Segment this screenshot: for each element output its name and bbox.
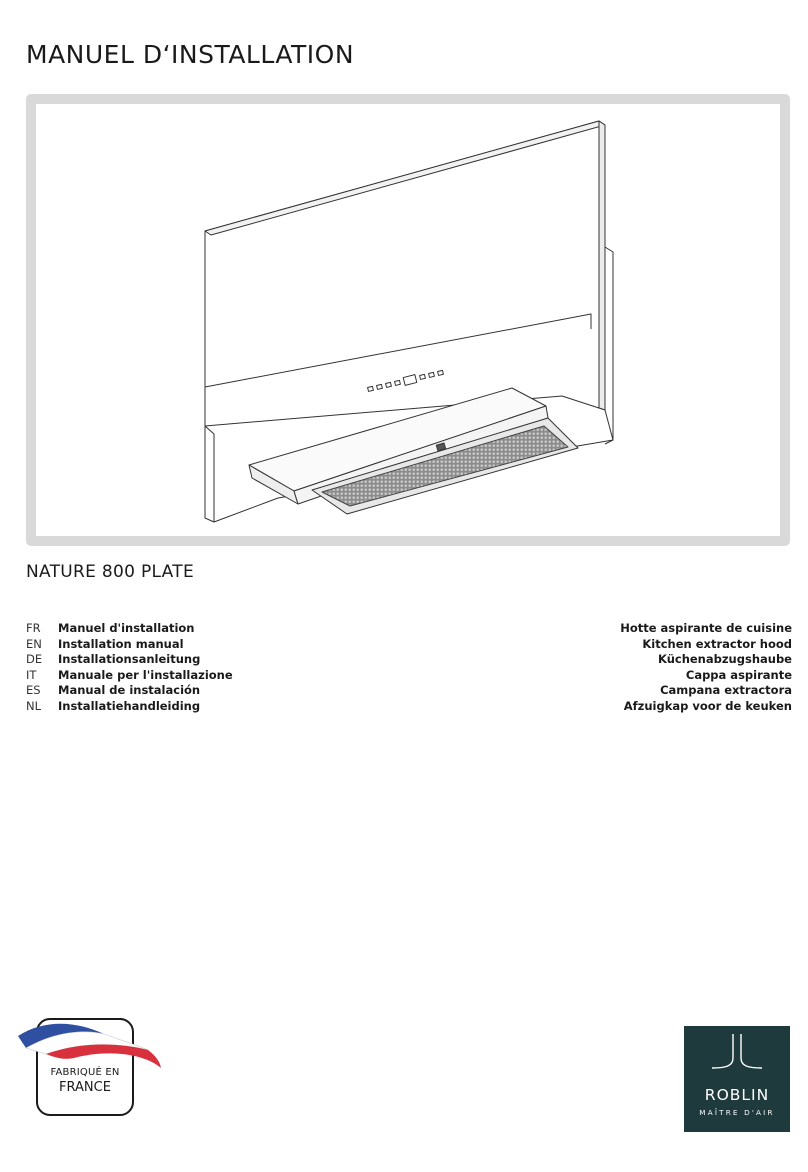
language-manual-title: Manuale per l'installazione: [58, 667, 233, 682]
language-manual-title: Manuel d'installation: [58, 621, 195, 635]
language-manual-title: Installatiehandleiding: [58, 698, 201, 713]
product-illustration-frame: [26, 94, 790, 546]
language-list: [26, 621, 792, 715]
language-code: NL: [26, 698, 42, 713]
badge-text-line1: FABRIQUÉ EN: [50, 1067, 120, 1078]
badge-text-line2: FRANCE: [59, 1080, 111, 1095]
brand-logo: [684, 1026, 790, 1132]
language-row-de: [26, 652, 792, 668]
language-product-description: Cappa aspirante: [685, 667, 792, 682]
language-code: EN: [26, 636, 42, 651]
brand-tagline: MAÎTRE D'AIR: [699, 1108, 775, 1117]
product-name: NATURE 800 PLATE: [26, 562, 195, 582]
language-code: DE: [26, 652, 43, 667]
language-manual-title: Installationsanleitung: [58, 652, 201, 667]
language-row-nl: [26, 699, 792, 715]
language-row-en: [26, 637, 792, 653]
made-in-france-badge: [16, 1014, 162, 1124]
language-product-description: Küchenabzugshaube: [657, 652, 792, 667]
language-product-description: Hotte aspirante de cuisine: [620, 621, 792, 635]
language-product-description: Afzuigkap voor de keuken: [623, 698, 792, 713]
document-title: MANUEL D‘INSTALLATION: [26, 40, 355, 69]
brand-name: ROBLIN: [704, 1086, 770, 1104]
language-manual-title: Manual de instalación: [58, 683, 201, 698]
language-row-it: [26, 668, 792, 684]
range-hood-illustration: [36, 104, 780, 536]
language-code: FR: [26, 621, 41, 635]
language-code: ES: [26, 683, 41, 698]
french-flag-ribbon-icon: [16, 1014, 162, 1074]
roblin-monogram-icon: [709, 1032, 765, 1076]
language-row-es: [26, 683, 792, 699]
language-row-fr: [26, 621, 792, 637]
language-code: IT: [26, 667, 37, 682]
language-product-description: Kitchen extractor hood: [642, 636, 792, 651]
language-manual-title: Installation manual: [58, 636, 184, 651]
language-product-description: Campana extractora: [660, 683, 792, 698]
